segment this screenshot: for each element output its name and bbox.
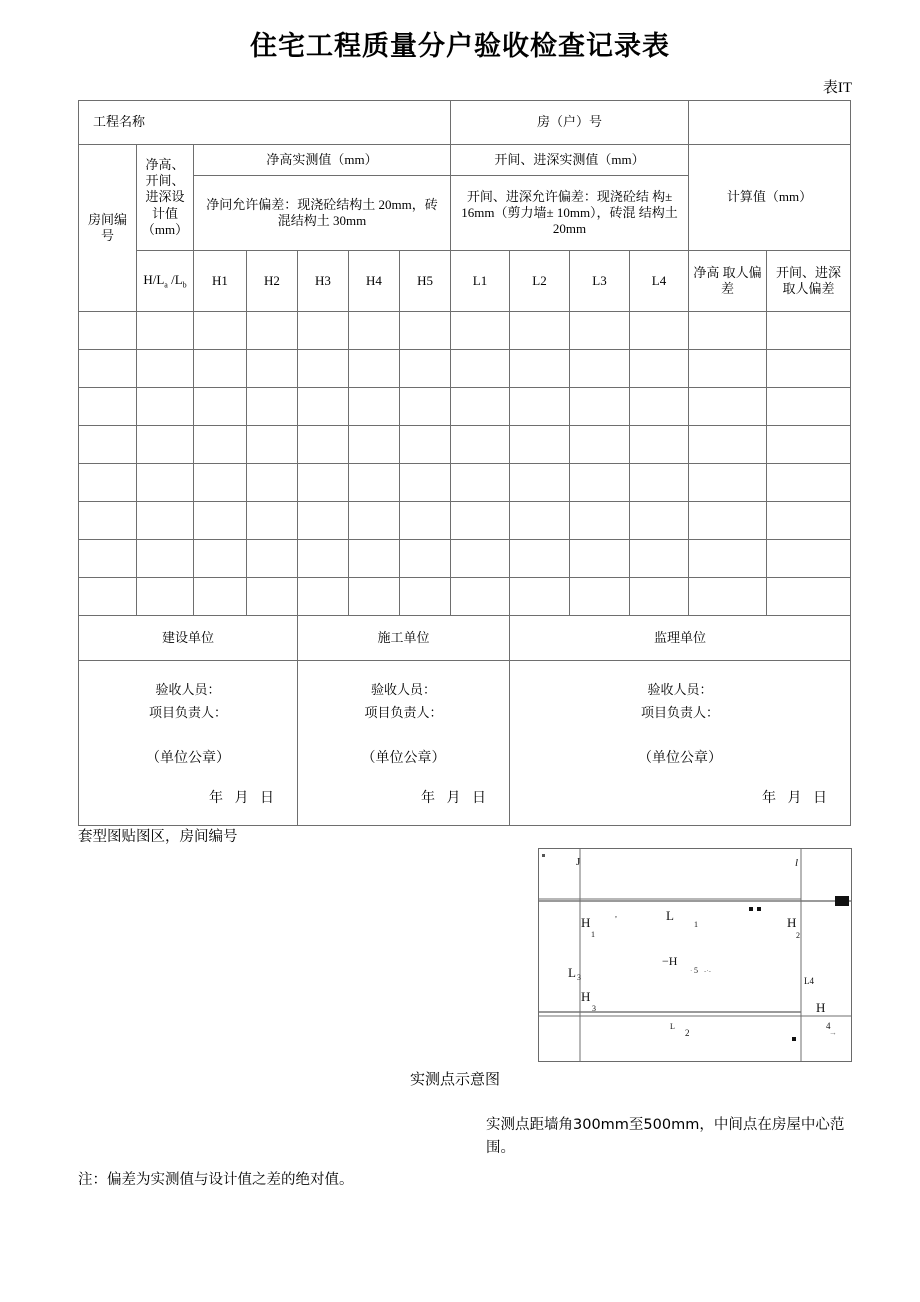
table-cell[interactable]: [247, 540, 298, 578]
table-cell[interactable]: [247, 426, 298, 464]
table-cell[interactable]: [570, 502, 630, 540]
table-row-group-heading: [79, 145, 851, 176]
room-number-cell[interactable]: 房（户）号: [451, 101, 689, 145]
table-cell[interactable]: [247, 312, 298, 350]
seal-label-contractor: （单位公章）: [361, 751, 446, 767]
project-name-cell[interactable]: 工程名称: [79, 101, 451, 145]
signature-block-owner[interactable]: [79, 661, 298, 826]
table-row: [79, 350, 851, 388]
table-cell[interactable]: [510, 540, 570, 578]
footer-note: 注：偏差为实测值与设计值之差的绝对值。: [78, 1172, 354, 1188]
table-cell[interactable]: [298, 464, 349, 502]
table-row-project-info: [79, 101, 851, 145]
measurement-point-diagram: [538, 848, 852, 1062]
diagram-label-h5: −H: [662, 954, 678, 968]
diagram-label-l1-sub: 1: [694, 920, 698, 929]
table-cell[interactable]: [137, 388, 194, 426]
table-cell[interactable]: [510, 426, 570, 464]
table-cell[interactable]: [630, 388, 689, 426]
table-cell[interactable]: [510, 578, 570, 616]
table-cell[interactable]: [298, 388, 349, 426]
signature-block-contractor[interactable]: [298, 661, 510, 826]
table-cell[interactable]: [689, 464, 767, 502]
table-cell[interactable]: [298, 312, 349, 350]
col-group-span-measured: 开间、进深实测值（mm）: [451, 145, 689, 176]
diagram-label-l1: L: [666, 908, 674, 923]
diagram-tick-mark-3: -·-: [704, 967, 711, 975]
manager-label-contractor: 项目负责人：: [364, 704, 443, 720]
point-marker-d: [542, 854, 545, 857]
table-cell[interactable]: [451, 350, 510, 388]
table-cell[interactable]: [79, 426, 137, 464]
table-cell[interactable]: [79, 502, 137, 540]
point-marker-b: [757, 907, 761, 911]
form-code-label: 表IT: [822, 80, 852, 96]
manager-label-supervisor: 项目负责人：: [641, 704, 720, 720]
page-title: 住宅工程质量分户验收检查记录表: [250, 31, 670, 62]
table-cell[interactable]: [137, 350, 194, 388]
table-row-signature-bodies: [79, 661, 851, 826]
diagram-tick-mark-1: ,: [615, 910, 617, 919]
col-header-h1: H1: [194, 251, 247, 312]
manager-label-owner: 项目负责人：: [148, 704, 227, 720]
col-group-height-measured: 净高实测值（mm）: [194, 145, 451, 176]
inspection-record-table: [78, 100, 851, 826]
diagram-label-l2: L: [670, 1022, 675, 1031]
table-cell[interactable]: [510, 388, 570, 426]
table-cell[interactable]: [194, 578, 247, 616]
col-header-l4: L4: [630, 251, 689, 312]
table-cell[interactable]: [451, 540, 510, 578]
table-cell[interactable]: [570, 312, 630, 350]
table-cell[interactable]: [630, 350, 689, 388]
diagram-tick-mark-4: →: [829, 1028, 837, 1037]
inspector-label-supervisor: 验收人员：: [647, 681, 713, 697]
col-header-l3: L3: [570, 251, 630, 312]
table-cell[interactable]: [298, 350, 349, 388]
table-cell[interactable]: [767, 312, 851, 350]
table-cell[interactable]: [451, 312, 510, 350]
diagram-label-h5-sub: 5: [694, 966, 698, 975]
table-data-body: [79, 312, 851, 616]
table-cell[interactable]: [79, 578, 137, 616]
table-cell[interactable]: [349, 464, 400, 502]
table-cell[interactable]: [689, 312, 767, 350]
table-cell[interactable]: [630, 540, 689, 578]
table-cell[interactable]: [247, 578, 298, 616]
inspector-label-contractor: 验收人员：: [371, 681, 437, 697]
signature-unit-title-supervisor: 监理单位: [510, 616, 851, 661]
table-cell[interactable]: [767, 426, 851, 464]
table-cell[interactable]: [79, 540, 137, 578]
table-cell[interactable]: [349, 426, 400, 464]
table-cell[interactable]: [570, 540, 630, 578]
table-cell[interactable]: [400, 350, 451, 388]
diagram-label-h1-sub: 1: [591, 930, 595, 939]
table-cell[interactable]: [194, 388, 247, 426]
inspector-label-owner: 验收人员：: [155, 681, 221, 697]
table-cell[interactable]: [79, 388, 137, 426]
diagram-note: 实测点距墙角300mm至500mm，中间点在房屋中心范围。: [486, 1117, 845, 1157]
diagram-label-h4-sub: 4: [826, 1021, 831, 1031]
table-cell[interactable]: [767, 578, 851, 616]
table-row: [79, 464, 851, 502]
diagram-label-l3-sub: 3: [577, 973, 581, 982]
col-group-calculated: 计算值（mm）: [689, 145, 851, 251]
diagram-tick-mark-2: ·: [690, 967, 693, 975]
table-cell[interactable]: [451, 578, 510, 616]
diagram-label-corner-i: l: [795, 857, 799, 869]
table-cell[interactable]: [451, 464, 510, 502]
table-cell[interactable]: [451, 388, 510, 426]
table-cell[interactable]: [137, 312, 194, 350]
col-header-span-deviation: 开间、进深 取人偏差: [767, 251, 851, 312]
table-cell[interactable]: [247, 350, 298, 388]
design-symbol-sub-b: b: [182, 280, 187, 290]
table-cell[interactable]: [137, 464, 194, 502]
table-cell[interactable]: [247, 464, 298, 502]
signature-unit-title-contractor: 施工单位: [298, 616, 510, 661]
table-cell[interactable]: [689, 540, 767, 578]
table-cell[interactable]: [510, 464, 570, 502]
table-cell[interactable]: [451, 502, 510, 540]
corner-marker-top-right: [835, 896, 849, 906]
col-header-design-symbol: [137, 251, 194, 312]
table-cell[interactable]: [570, 464, 630, 502]
table-cell[interactable]: [194, 350, 247, 388]
signature-block-supervisor[interactable]: [510, 661, 851, 826]
col-header-l2: L2: [510, 251, 570, 312]
table-cell[interactable]: [767, 540, 851, 578]
point-marker-c: [792, 1037, 796, 1041]
table-cell[interactable]: [400, 502, 451, 540]
table-cell[interactable]: [194, 464, 247, 502]
table-cell[interactable]: [510, 502, 570, 540]
date-label-supervisor: 年 月 日: [762, 790, 832, 806]
diagram-label-h4: H: [816, 1000, 826, 1015]
design-symbol-slash-l: /L: [171, 271, 183, 287]
table-cell[interactable]: [298, 502, 349, 540]
diagram-label-h2: H: [787, 915, 797, 930]
table-cell[interactable]: [247, 388, 298, 426]
table-row: [79, 502, 851, 540]
table-cell[interactable]: [400, 426, 451, 464]
table-cell[interactable]: [689, 388, 767, 426]
tolerance-span-note: 开间、进深允许偏差：现浇砼结 构± 16mm（剪力墙± 10mm），砖混 结构土 20mm: [451, 176, 689, 251]
diagram-label-l2-sub: 2: [685, 1028, 690, 1038]
table-cell[interactable]: [630, 502, 689, 540]
table-cell[interactable]: [298, 540, 349, 578]
table-row: [79, 578, 851, 616]
seal-label-owner: （单位公章）: [146, 751, 230, 767]
table-cell[interactable]: [630, 464, 689, 502]
table-cell[interactable]: [137, 426, 194, 464]
date-label-contractor: 年 月 日: [421, 790, 491, 806]
table-cell[interactable]: [79, 312, 137, 350]
table-cell[interactable]: [400, 312, 451, 350]
diagram-label-h3: H: [581, 989, 591, 1004]
design-symbol-hl: H/L: [143, 271, 165, 287]
col-header-h5: H5: [400, 251, 451, 312]
diagram-svg: [539, 849, 851, 1061]
diagram-label-h3-sub: 3: [592, 1004, 596, 1013]
col-header-h3: H3: [298, 251, 349, 312]
table-cell[interactable]: [400, 388, 451, 426]
col-header-room-id: 房间编号: [79, 145, 137, 312]
table-cell[interactable]: [79, 350, 137, 388]
diagram-label-l4: L4: [804, 976, 814, 986]
table-cell[interactable]: [298, 578, 349, 616]
table-cell[interactable]: [400, 540, 451, 578]
diagram-label-corner-j: J: [576, 856, 581, 868]
table-cell[interactable]: [767, 502, 851, 540]
table-cell[interactable]: [689, 502, 767, 540]
table-cell[interactable]: [349, 312, 400, 350]
date-label-owner: 年 月 日: [209, 790, 278, 806]
table-cell[interactable]: [570, 350, 630, 388]
table-row-column-labels: [79, 251, 851, 312]
table-cell[interactable]: [349, 578, 400, 616]
col-header-h4: H4: [349, 251, 400, 312]
table-cell[interactable]: [630, 426, 689, 464]
table-cell[interactable]: [349, 502, 400, 540]
header-extra-cell[interactable]: [689, 101, 851, 145]
table-cell[interactable]: [247, 502, 298, 540]
diagram-label-h1: H: [581, 915, 591, 930]
table-cell[interactable]: [349, 388, 400, 426]
main-form-table-wrapper: [78, 100, 850, 826]
diagram-background: [539, 849, 851, 1061]
table-row: [79, 426, 851, 464]
table-cell[interactable]: [689, 426, 767, 464]
table-cell[interactable]: [137, 502, 194, 540]
table-row: [79, 540, 851, 578]
design-symbol-sub-a: a: [164, 280, 168, 290]
table-cell[interactable]: [349, 540, 400, 578]
table-cell[interactable]: [510, 312, 570, 350]
point-marker-a: [749, 907, 753, 911]
table-row: [79, 312, 851, 350]
table-cell[interactable]: [630, 578, 689, 616]
col-header-h2: H2: [247, 251, 298, 312]
table-cell[interactable]: [767, 464, 851, 502]
table-cell[interactable]: [689, 350, 767, 388]
seal-label-supervisor: （单位公章）: [638, 751, 723, 767]
table-row: [79, 388, 851, 426]
table-cell[interactable]: [194, 502, 247, 540]
table-cell[interactable]: [570, 388, 630, 426]
table-cell[interactable]: [349, 350, 400, 388]
table-cell[interactable]: [570, 578, 630, 616]
signature-lines-supervisor: [513, 679, 847, 725]
signature-unit-title-construction-owner: 建设单位: [79, 616, 298, 661]
diagram-caption: 实测点示意图: [410, 1070, 501, 1088]
table-cell[interactable]: [400, 464, 451, 502]
diagram-label-l3: L: [568, 965, 576, 980]
paste-area-note: 套型图贴图区，房间编号: [78, 829, 238, 845]
table-cell[interactable]: [194, 312, 247, 350]
signature-lines-owner: [82, 679, 294, 725]
table-row-signature-titles: [79, 616, 851, 661]
table-cell[interactable]: [194, 426, 247, 464]
col-header-design-value: 净高、开间、进深设 计值（mm）: [137, 145, 194, 251]
table-cell[interactable]: [137, 540, 194, 578]
table-cell[interactable]: [298, 426, 349, 464]
table-cell[interactable]: [767, 350, 851, 388]
tolerance-height-note: 净问允许偏差：现浇砼结构土 20mm，砖混结构土 30mm: [194, 176, 451, 251]
table-cell[interactable]: [194, 540, 247, 578]
table-cell[interactable]: [79, 464, 137, 502]
table-cell[interactable]: [630, 312, 689, 350]
table-cell[interactable]: [451, 426, 510, 464]
table-cell[interactable]: [689, 578, 767, 616]
signature-lines-contractor: [301, 679, 506, 725]
table-cell[interactable]: [570, 426, 630, 464]
table-cell[interactable]: [400, 578, 451, 616]
table-cell[interactable]: [767, 388, 851, 426]
col-header-l1: L1: [451, 251, 510, 312]
col-header-height-deviation: 净高 取人偏差: [689, 251, 767, 312]
table-cell[interactable]: [137, 578, 194, 616]
diagram-label-h2-sub: 2: [796, 931, 800, 940]
table-cell[interactable]: [510, 350, 570, 388]
